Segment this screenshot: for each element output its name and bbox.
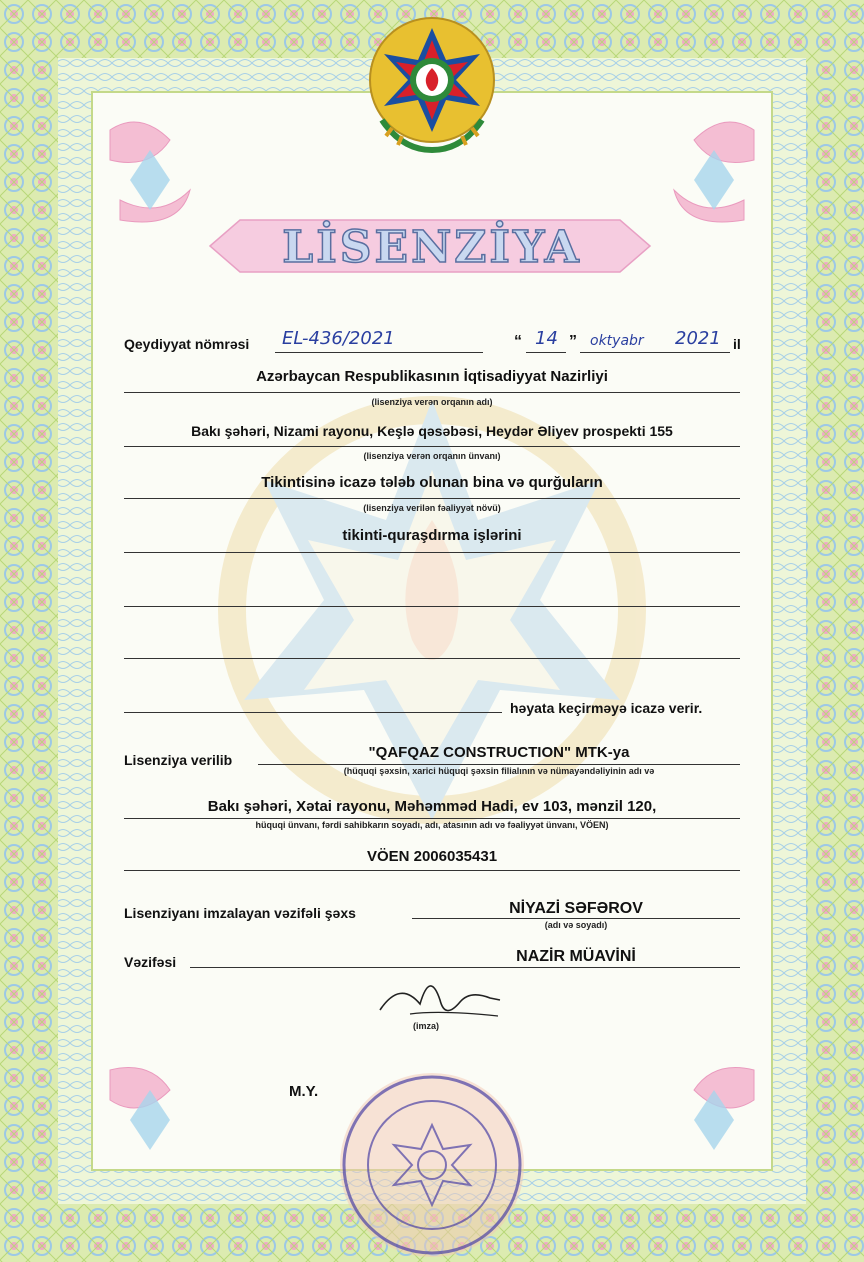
- licensee-address-line: [124, 818, 740, 819]
- licensee-address-caption: hüquqi ünvanı, fərdi sahibkarın soyadı, adı, atasının adı və fəaliyyət ünvanı, VÖEN): [255, 820, 609, 830]
- signer-name: NİYAZİ SƏFƏROV: [509, 900, 643, 917]
- registration-month-line: [580, 352, 730, 353]
- signer-caption: (adı və soyadı): [544, 920, 608, 930]
- activity-type-caption: (lisenziya verilən fəaliyyət növü): [363, 503, 501, 513]
- activity-type-line: [124, 498, 740, 499]
- activity-type: Tikintisinə icazə tələb olunan bina və qurğuların: [261, 474, 603, 491]
- permit-text: həyata keçirməyə icazə verir.: [510, 700, 703, 716]
- registration-number-line: [275, 352, 483, 353]
- registration-day: 14: [535, 328, 558, 349]
- licensee-name-line: [258, 764, 740, 765]
- signer-name-line: [412, 918, 740, 919]
- issuer-address-line: [124, 446, 740, 447]
- official-stamp: [340, 1073, 524, 1257]
- seal-place-label: M.Y.: [289, 1083, 319, 1100]
- signer-label: Lisenziyanı imzalayan vəzifəli şəxs: [124, 905, 356, 921]
- licensee-label: Lisenziya verilib: [124, 752, 233, 768]
- document-title: LİSENZİYA: [282, 222, 582, 273]
- registration-year: 2021: [675, 328, 721, 349]
- issuer-address-caption: (lisenziya verən orqanın ünvanı): [363, 451, 501, 461]
- voen-number: VÖEN 2006035431: [366, 848, 498, 865]
- handwritten-signature: [370, 960, 510, 1030]
- registration-day-open-quote: “: [514, 333, 522, 350]
- registration-number: EL-436/2021: [282, 328, 395, 349]
- registration-label: Qeydiyyat nömrəsi: [124, 336, 250, 352]
- activity-line-4: [124, 712, 502, 713]
- activity-line-2: [124, 606, 740, 607]
- registration-year-suffix: il: [733, 336, 741, 352]
- issuer-address: Bakı şəhəri, Nizami rayonu, Keşlə qəsəbəsi, Heydər Əliyev prospekti 155: [191, 423, 673, 439]
- licensee-address: Bakı şəhəri, Xətai rayonu, Məhəmməd Hadi, ev 103, mənzil 120,: [207, 798, 657, 815]
- voen-line: [124, 870, 740, 871]
- licensee-caption: (hüquqi şəxsin, xarici hüquqi şəxsin filialının və nümayəndəliyinin adı və: [343, 766, 655, 776]
- issuer-name-caption: (lisenziya verən orqanın adı): [371, 397, 493, 407]
- activity-line-1: [124, 552, 740, 553]
- state-emblem: [370, 18, 494, 150]
- signature-caption: (imza): [413, 1021, 440, 1031]
- issuer-name-line: [124, 392, 740, 393]
- activity-line-3: [124, 658, 740, 659]
- position-label: Vəzifəsi: [124, 954, 177, 970]
- registration-day-line: [526, 352, 566, 353]
- activity-detail: tikinti-quraşdırma işlərini: [342, 527, 522, 544]
- position-value: NAZİR MÜAVİNİ: [516, 948, 636, 965]
- licensee-name: "QAFQAZ CONSTRUCTION" MTK-ya: [368, 744, 630, 761]
- registration-day-close-quote: ”: [569, 333, 577, 350]
- registration-month: oktyabr: [590, 333, 644, 349]
- issuer-name: Azərbaycan Respublikasının İqtisadiyyat Nazirliyi: [256, 368, 608, 385]
